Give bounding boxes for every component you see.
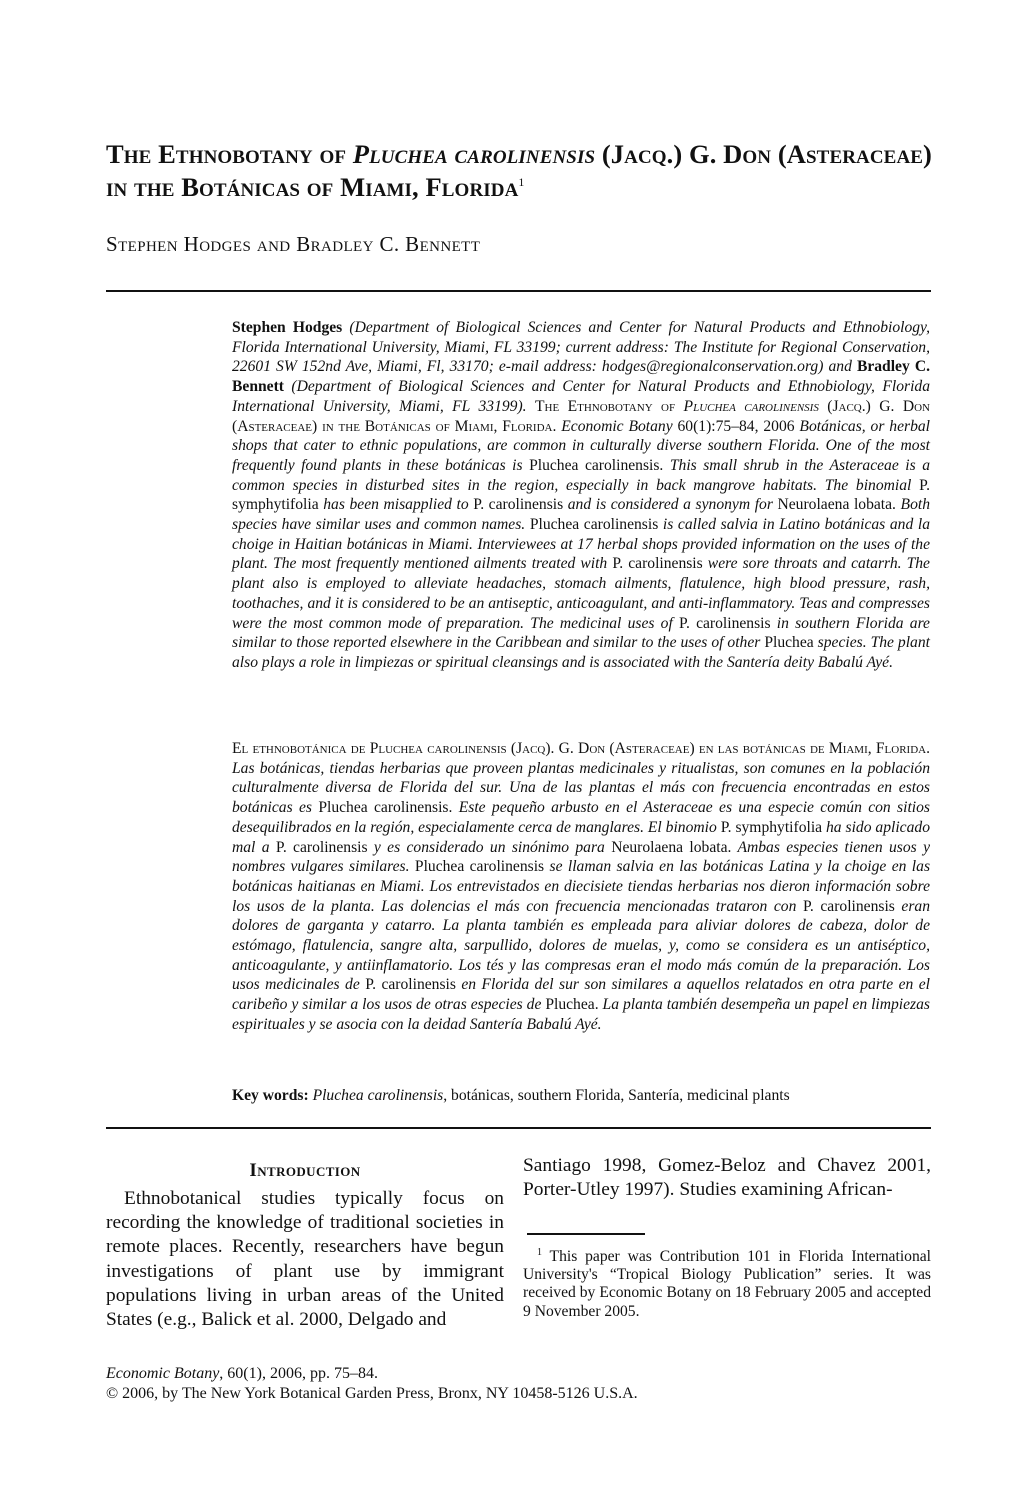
introduction-paragraph: Ethnobotanical studies typically focus on recording the knowledge of traditional societies in remote places. Recently, researchers have begun investigations of plant use by immigrant populations living in urban areas of the United States (e.g., Balick et al. 2000, Delgado and bbox=[106, 1188, 504, 1331]
column-right bbox=[523, 1154, 931, 1321]
abstract-spanish: El ethnobotánica de Pluchea carolinensis (Jacq). G. Don (Asteraceae) en las botánicas de Miami, Florida. Las botánicas, tiendas herbarias que proveen plantas medicinales y ritualistas, son comunes en la población culturalmente diversa de Florida del sur. Una de las plantas el más con frecuencia encontradas en estos botánicas es Pluchea carolinensis. Este pequeño arbusto en el Asteraceae es una especie común con sitios desequilibrados en la región, especialamente cerca de manglares. El binomio P. symphytifolia ha sido aplicado mal a P. carolinensis y es considerado un sinónimo para Neurolaena lobata. Ambas especies tienen usos y nombres vulgares similares. Pluchea carolinensis se llaman salvia en las botánicas Latina y la choige en las botánicas haitianas en Miami. Los entrevistados en diecisiete tiendas herbarias nos dieron información sobre los usos de la planta. Las dolencias el más con frecuencia mencionadas trataron con P. carolinensis eran dolores de garganta y catarro. La planta también es empleada para aliviar dolores de cabeza, dolor de estómago, flatulencia, sangre alta, sarpullido, dolores de muelas, y, como se considera es un antiséptico, anticoagulante, y antiinflamatorio. Los tés y las compresas eran el modo más común de la preparación. Los usos medicinales de P. carolinensis en Florida del sur son similares a aquellos relatados en otra parte en el caribeño y similar a los usos de otras especies de Pluchea. La planta también desempeña un papel en limpiezas espirituales y se asocia con la deidad Santería Babalú Ayé. bbox=[232, 740, 931, 1033]
spanish-title: El ethnobotánica de Pluchea carolinensis (Jacq). G. Don (Asteraceae) en las botánicas de Miami, Florida. bbox=[232, 740, 930, 757]
journal-citation: Economic Botany, 60(1), 2006, pp. 75–84. © 2006, by The New York Botanical Garden Press, Bronx, NY 10458-5126 U.S.A. bbox=[106, 1365, 638, 1402]
copyright-line: © 2006, by The New York Botanical Garden Press, Bronx, NY 10458-5126 U.S.A. bbox=[106, 1384, 638, 1402]
abstract-rule bbox=[106, 1127, 931, 1129]
footnote-rule bbox=[527, 1233, 645, 1235]
article-title: The Ethnobotany of Pluchea carolinensis (Jacq.) G. Don (Asteraceae) in the Botánicas of Miami, Florida$^1$ bbox=[106, 139, 932, 202]
introduction-heading: Introduction bbox=[249, 1160, 361, 1181]
author-name: Stephen Hodges bbox=[232, 319, 343, 336]
journal-name: Economic Botany bbox=[561, 417, 673, 435]
keywords: Key words: Pluchea carolinensis, botánicas, southern Florida, Santería, medicinal plants bbox=[232, 1087, 790, 1104]
author-line: Stephen Hodges and Bradley C. Bennett bbox=[106, 232, 481, 256]
title-species-name: Pluchea carolinensis bbox=[352, 139, 596, 169]
body-continuation: Santiago 1998, Gomez-Beloz and Chavez 2001, Porter-Utley 1997). Studies examining African- bbox=[523, 1155, 931, 1201]
author-name: Bradley C. Bennett bbox=[232, 358, 930, 396]
footnote-mark: 1 bbox=[537, 1246, 542, 1258]
column-left bbox=[106, 1160, 504, 1332]
footnote: $^1$ This paper was Contribution 101 in Florida International University's “Tropical Biology Publication” series. It was received by Economic Botany on 18 February 2005 and accepted 9 November 2005. bbox=[523, 1246, 931, 1320]
header-rule bbox=[106, 290, 931, 292]
title-footnote-mark: 1 bbox=[518, 175, 525, 190]
abstract-english: Stephen Hodges (Department of Biological Sciences and Center for Natural Products and Ethnobiology, Florida International University, Miami, FL 33199; current address: The Institute for Regional Conservation, 22601 SW 152nd Ave, Miami, Fl, 33170; e-mail address: hodges@regionalconservation.org) and Bradley C. Bennett (Department of Biological Sciences and Center for Natural Products and Ethnobiology, Florida International University, Miami, FL 33199). The Ethnobotany of Pluchea carolinensis (Jacq.) G. Don (Asteraceae) in the Botánicas of Miami, Florida. Economic Botany 60(1):75–84, 2006 Botánicas, or herbal shops that cater to ethnic populations, are common in culturally diverse southern Florida. One of the most frequently found plants in these botánicas is Pluchea carolinensis. This small shrub in the Asteraceae is a common species in disturbed sites in the region, especially in back mangrove habitats. The binomial P. symphytifolia has been misapplied to P. carolinensis and is considered a synonym for Neurolaena lobata. Both species have similar uses and common names. Pluchea carolinensis is called salvia in Latino botánicas and la choige in Haitian botánicas in Miami. Interviewees at 17 herbal shops provided information on the uses of the plant. The most frequently mentioned ailments treated with P. carolinensis were sore throats and catarrh. The plant also is employed to alleviate headaches, stomach ailments, flatulence, high blood pressure, rash, toothaches, and it is considered to be an antiseptic, anticoagulant, and anti-inflammatory. Teas and compresses were the most common mode of preparation. The medicinal uses of P. carolinensis in southern Florida are similar to those reported elsewhere in the Caribbean and similar to the uses of other Pluchea species. The plant also plays a role in limpiezas or spiritual cleansings and is associated with the Santería deity Babalú Ayé. bbox=[232, 319, 930, 671]
keywords-label: Key words: bbox=[232, 1087, 309, 1104]
